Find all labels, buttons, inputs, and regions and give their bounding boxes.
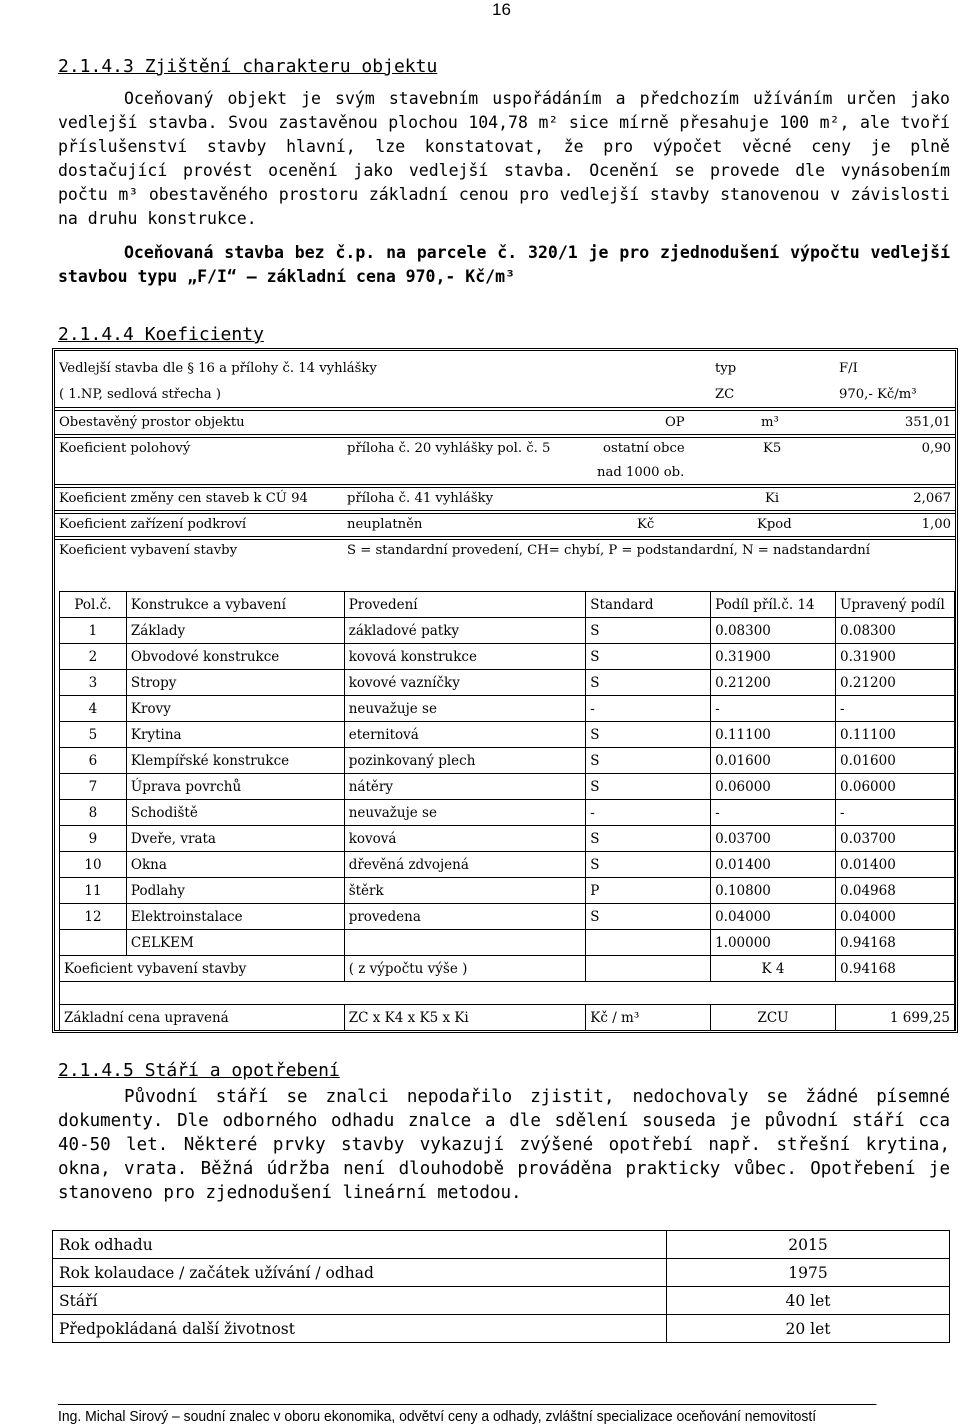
table-row <box>60 852 955 878</box>
table-row <box>60 904 955 930</box>
header-row1-key: typ <box>715 361 737 376</box>
divider <box>55 434 955 438</box>
table-cell: S <box>586 670 711 696</box>
table-cell: neuvažuje se <box>344 800 586 826</box>
table-cell: 3 <box>60 670 127 696</box>
table-cell: Základy <box>126 618 344 644</box>
table-cell: 0.04000 <box>711 904 836 930</box>
table-cell <box>586 930 711 956</box>
table-cell: 5 <box>60 722 127 748</box>
table-cell: - <box>711 800 836 826</box>
table-cell: - <box>711 696 836 722</box>
table-cell: 11 <box>60 878 127 904</box>
age-value: 1975 <box>667 1259 950 1287</box>
table-row <box>60 878 955 904</box>
table-cell: S <box>586 774 711 800</box>
construction-table <box>59 591 955 1031</box>
header-row1-label: Vedlejší stavba dle § 16 a přílohy č. 14 vyhlášky <box>59 361 377 376</box>
table-cell: 0.11100 <box>835 722 954 748</box>
table-cell: Stropy <box>126 670 344 696</box>
table-cell: - <box>835 696 954 722</box>
table-row <box>53 1259 950 1287</box>
vybaveni-legend: S = standardní provedení, CH= chybí, P = podstandardní, N = nadstandardní <box>347 543 870 558</box>
final-row <box>60 1005 955 1031</box>
final-key: ZCU <box>711 1005 836 1031</box>
k5-desc2: nad 1000 ob. <box>597 465 685 480</box>
table-cell: 4 <box>60 696 127 722</box>
table-cell: Klempířské konstrukce <box>126 748 344 774</box>
table-row <box>60 644 955 670</box>
table-cell: 1 <box>60 618 127 644</box>
table-cell: Úprava povrchů <box>126 774 344 800</box>
table-cell: S <box>586 904 711 930</box>
table-cell: kovová <box>344 826 586 852</box>
age-label: Rok kolaudace / začátek užívání / odhad <box>53 1259 667 1287</box>
section-heading-stari: 2.1.4.5 Stáří a opotřebení <box>58 1060 340 1081</box>
table-cell: kovová konstrukce <box>344 644 586 670</box>
col-header: Pol.č. <box>60 592 127 618</box>
age-value: 2015 <box>667 1231 950 1259</box>
table-row <box>60 618 955 644</box>
table-cell: štěrk <box>344 878 586 904</box>
table-cell: Krytina <box>126 722 344 748</box>
k5-label: Koeficient polohový <box>59 441 191 456</box>
table-cell <box>586 956 711 982</box>
table-cell: eternitová <box>344 722 586 748</box>
age-table <box>52 1230 950 1343</box>
table-cell: 12 <box>60 904 127 930</box>
header-row2-value: 970,- Kč/m³ <box>839 387 917 402</box>
table-row <box>60 722 955 748</box>
table-row <box>60 696 955 722</box>
op-unit: m³ <box>761 415 779 430</box>
divider <box>55 510 955 514</box>
table-cell: 0.01400 <box>835 852 954 878</box>
stari-text: Původní stáří se znalci nepodařilo zjistit, nedochovaly se žádné písemné dokumenty. Dle odborného odhadu znalce a dle sdělení souseda je původní stáří cca 40-50 let. Některé prvky stavby vykazují zvýšené opotřebí např. střešní krytina, okna, vrata. Běžná údržba není dlouhodobě prováděna prakticky vůbec. Opotřebení je stanoveno pro zjednodušení lineární metodou. <box>58 1087 950 1203</box>
table-cell: Krovy <box>126 696 344 722</box>
table-cell: 0.01600 <box>835 748 954 774</box>
vybaveni-label: Koeficient vybavení stavby <box>59 543 238 558</box>
table-cell: S <box>586 722 711 748</box>
table-cell: 0.11100 <box>711 722 836 748</box>
coefficients-table <box>52 348 958 1033</box>
table-cell: 0.03700 <box>711 826 836 852</box>
charakter-bold-text: Oceňovaná stavba bez č.p. na parcele č. 320/1 je pro zjednodušení výpočtu vedlejší stavbou typu „F/I“ – základní cena 970,- Kč/m³ <box>58 243 950 286</box>
table-cell: kovové vazníčky <box>344 670 586 696</box>
table-cell: 0.03700 <box>835 826 954 852</box>
k5-value: 0,90 <box>921 441 951 456</box>
age-label: Rok odhadu <box>53 1231 667 1259</box>
table-cell <box>60 930 127 956</box>
table-cell: 8 <box>60 800 127 826</box>
final-unit: Kč / m³ <box>586 1005 711 1031</box>
charakter-text: Oceňovaný objekt je svým stavebním uspořádáním a předchozím užíváním určen jako vedlejší stavba. Svou zastavěnou plochou 104,78 m² sice mírně přesahuje 100 m², ale tvoří příslušenství stavby hlavní, lze konstatovat, že pro výpočet věcné ceny je plně dostačující provést ocenění jako vedlejší stavba. Ocenění se provede dle vynásobením počtu m³ obestavěného prostoru základní cenou pro vedlejší stavby stanovenou v závislosti na druhu konstrukce. <box>58 89 950 228</box>
table-cell: P <box>586 878 711 904</box>
header-row2-label: ( 1.NP, sedlová střecha ) <box>59 387 221 402</box>
total-row <box>60 930 955 956</box>
table-cell: 0.06000 <box>711 774 836 800</box>
table-cell: Obvodové konstrukce <box>126 644 344 670</box>
table-cell: Schodiště <box>126 800 344 826</box>
table-cell: 0.04968 <box>835 878 954 904</box>
age-value: 40 let <box>667 1287 950 1315</box>
table-cell: 6 <box>60 748 127 774</box>
table-header-row <box>60 592 955 618</box>
k4-ref: ( z výpočtu výše ) <box>344 956 586 982</box>
table-cell: 0.06000 <box>835 774 954 800</box>
age-value: 20 let <box>667 1315 950 1343</box>
spacer-row <box>60 982 955 1005</box>
section-paragraph-stari <box>58 1085 950 1205</box>
table-row <box>60 800 955 826</box>
divider <box>55 536 955 540</box>
table-cell <box>60 982 955 1005</box>
k4-row <box>60 956 955 982</box>
table-row <box>60 826 955 852</box>
header-row2-key: ZC <box>715 387 735 402</box>
table-cell: základové patky <box>344 618 586 644</box>
table-row <box>60 774 955 800</box>
col-header: Konstrukce a vybavení <box>126 592 344 618</box>
table-cell: - <box>835 800 954 826</box>
k4-value: 0.94168 <box>835 956 954 982</box>
table-row <box>53 1287 950 1315</box>
divider <box>55 484 955 488</box>
section-heading-charakter: 2.1.4.3 Zjištění charakteru objektu <box>58 56 438 77</box>
total-upraveny: 0.94168 <box>835 930 954 956</box>
ki-ref: příloha č. 41 vyhlášky <box>347 491 494 506</box>
final-label: Základní cena upravená <box>60 1005 345 1031</box>
table-cell: pozinkovaný plech <box>344 748 586 774</box>
k4-key: K 4 <box>711 956 836 982</box>
op-label: Obestavěný prostor objektu <box>59 415 245 430</box>
table-cell: 0.08300 <box>711 618 836 644</box>
kpod-unit: Kč <box>637 517 655 532</box>
table-cell: neuvažuje se <box>344 696 586 722</box>
table-cell: 0.31900 <box>835 644 954 670</box>
table-cell: 0.04000 <box>835 904 954 930</box>
table-cell: S <box>586 748 711 774</box>
table-cell <box>344 930 586 956</box>
table-cell: - <box>586 800 711 826</box>
table-cell: S <box>586 618 711 644</box>
table-cell: 9 <box>60 826 127 852</box>
op-value: 351,01 <box>904 415 951 430</box>
table-cell: - <box>586 696 711 722</box>
table-cell: Dveře, vrata <box>126 826 344 852</box>
page-number: 16 <box>492 0 511 19</box>
k5-ref: příloha č. 20 vyhlášky pol. č. 5 <box>347 441 551 456</box>
ki-key: Ki <box>765 491 780 506</box>
total-podil: 1.00000 <box>711 930 836 956</box>
table-cell: S <box>586 826 711 852</box>
k4-label: Koeficient vybavení stavby <box>60 956 345 982</box>
age-label: Stáří <box>53 1287 667 1315</box>
kpod-label: Koeficient zařízení podkroví <box>59 517 247 532</box>
kpod-ref: neuplatněn <box>347 517 423 532</box>
table-cell: 7 <box>60 774 127 800</box>
table-cell: S <box>586 644 711 670</box>
kpod-value: 1,00 <box>921 517 951 532</box>
k5-key: K5 <box>763 441 782 456</box>
table-cell: 0.10800 <box>711 878 836 904</box>
col-header: Upravený podíl <box>835 592 954 618</box>
table-cell: 10 <box>60 852 127 878</box>
final-value: 1 699,25 <box>835 1005 954 1031</box>
table-cell: 0.21200 <box>711 670 836 696</box>
op-key: OP <box>665 415 685 430</box>
ki-label: Koeficient změny cen staveb k CÚ 94 <box>59 491 308 506</box>
table-cell: provedena <box>344 904 586 930</box>
col-header: Provedení <box>344 592 586 618</box>
col-header: Standard <box>586 592 711 618</box>
total-label: CELKEM <box>126 930 344 956</box>
age-label: Předpokládaná další životnost <box>53 1315 667 1343</box>
divider <box>55 407 955 411</box>
table-cell: S <box>586 852 711 878</box>
final-formula: ZC x K4 x K5 x Ki <box>344 1005 586 1031</box>
ki-value: 2,067 <box>913 491 951 506</box>
table-cell: Podlahy <box>126 878 344 904</box>
table-cell: dřevěná zdvojená <box>344 852 586 878</box>
table-cell: 2 <box>60 644 127 670</box>
header-row1-value: F/I <box>839 361 858 376</box>
section-paragraph-charakter <box>58 87 950 289</box>
table-row <box>60 670 955 696</box>
table-cell: Elektroinstalace <box>126 904 344 930</box>
table-cell: 0.01600 <box>711 748 836 774</box>
table-cell: Okna <box>126 852 344 878</box>
footer-text: Ing. Michal Sirový – soudní znalec v oboru ekonomika, odvětví ceny a odhady, zvláštní specializace oceňování nemovitostí <box>58 1404 876 1425</box>
table-row <box>53 1231 950 1259</box>
col-header: Podíl příl.č. 14 <box>711 592 836 618</box>
kpod-key: Kpod <box>757 517 792 532</box>
section-heading-koeficienty: 2.1.4.4 Koeficienty <box>58 324 264 345</box>
table-row <box>53 1315 950 1343</box>
table-cell: 0.01400 <box>711 852 836 878</box>
table-cell: nátěry <box>344 774 586 800</box>
k5-desc1: ostatní obce <box>603 441 685 456</box>
table-cell: 0.21200 <box>835 670 954 696</box>
table-row <box>60 748 955 774</box>
table-cell: 0.08300 <box>835 618 954 644</box>
table-cell: 0.31900 <box>711 644 836 670</box>
